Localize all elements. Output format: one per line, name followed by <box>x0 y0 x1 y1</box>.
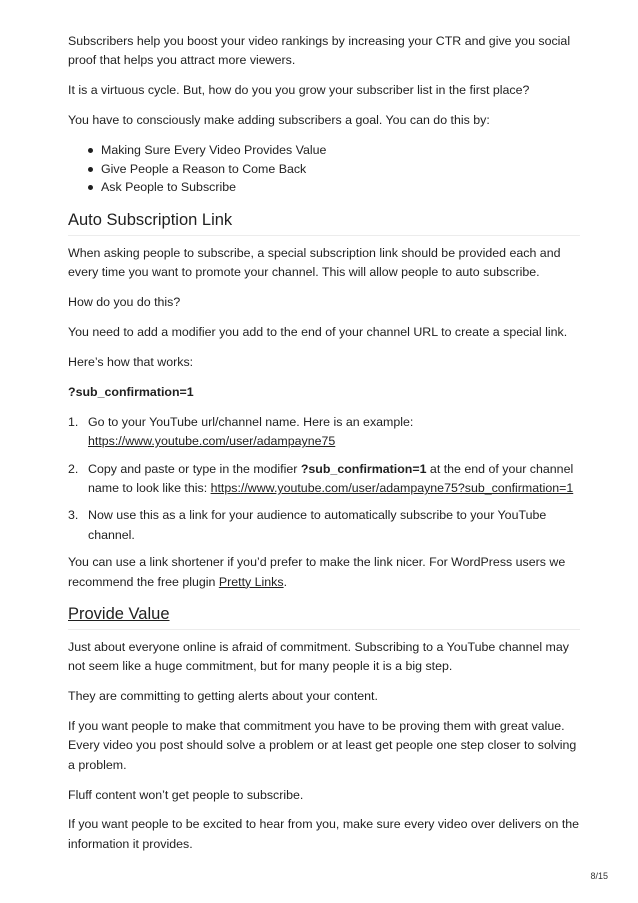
channel-url-link[interactable]: https://www.youtube.com/user/adampayne75 <box>88 434 336 449</box>
provide-value-paragraph-1: Just about everyone online is afraid of commitment. Subscribing to a YouTube channel may not seem like a huge commitment, but for many people it is a big step. <box>68 639 569 673</box>
provide-value-paragraph-5: If you want people to be excited to hear from you, make sure every video over delivers on the information it provides. <box>68 817 580 851</box>
provide-value-paragraph-2: They are committing to getting alerts about your content. <box>68 688 378 703</box>
link-shortener-paragraph <box>68 553 580 592</box>
provide-value-heading-text[interactable]: Provide Value <box>68 604 170 623</box>
provide-value-paragraph-3: If you want people to make that commitment you have to be proving them with great value. Every video you post should solve a problem or at least get people one step closer to solving a problem. <box>68 718 577 772</box>
pretty-links-link[interactable]: Pretty Links <box>218 574 284 589</box>
step-text-continued: at the end of your channel name to look like this: <box>88 461 574 496</box>
auto-link-paragraph-4: Here’s how that works: <box>68 355 194 370</box>
page-number: 8/15 <box>590 871 608 881</box>
list-item: Ask People to Subscribe <box>68 178 580 197</box>
step-number: 1. <box>68 414 79 429</box>
link-shortener-text: You can use a link shortener if you’d prefer to make the link nicer. For WordPress users we recommend the free plugin <box>68 555 566 589</box>
step-number: 3. <box>68 508 79 523</box>
section-heading-auto-subscription: Auto Subscription Link <box>68 209 580 236</box>
modifier-inline: ?sub_confirmation=1 <box>300 461 427 476</box>
intro-paragraph-2: It is a virtuous cycle. But, how do you you grow your subscriber list in the first place? <box>68 83 530 98</box>
list-item: Give People a Reason to Come Back <box>68 160 580 179</box>
step-text: Go to your YouTube url/channel name. Here is an example: <box>88 414 414 429</box>
modifier-label: ?sub_confirmation=1 <box>68 384 194 399</box>
step-item <box>68 506 580 545</box>
section-heading-provide-value[interactable] <box>68 603 580 630</box>
intro-paragraph-3: You have to consciously make adding subscribers a goal. You can do this by: <box>68 113 490 128</box>
step-number: 2. <box>68 461 79 476</box>
subscribe-url-link[interactable]: https://www.youtube.com/user/adampayne75?sub_confirmation=1 <box>210 481 574 496</box>
auto-link-paragraph-2: How do you do this? <box>68 295 181 310</box>
strategy-list <box>68 141 580 197</box>
list-item: Making Sure Every Video Provides Value <box>68 141 580 160</box>
intro-paragraph-1: Subscribers help you boost your video rankings by increasing your CTR and give you social proof that helps you attract more viewers. <box>68 34 571 68</box>
steps-list <box>68 413 580 545</box>
link-shortener-end: . <box>283 574 288 589</box>
step-text: Now use this as a link for your audience to automatically subscribe to your YouTube channel. <box>88 508 547 542</box>
step-item <box>68 460 580 499</box>
auto-link-paragraph-3: You need to add a modifier you add to the end of your channel URL to create a special link. <box>68 325 568 340</box>
step-item <box>68 413 580 452</box>
auto-link-paragraph-1: When asking people to subscribe, a special subscription link should be provided each and every time you want to promote your channel. This will allow people to auto subscribe. <box>68 245 561 280</box>
document-page <box>68 32 580 865</box>
step-text: Copy and paste or type in the modifier <box>88 461 301 476</box>
provide-value-paragraph-4: Fluff content won’t get people to subscribe. <box>68 787 304 802</box>
